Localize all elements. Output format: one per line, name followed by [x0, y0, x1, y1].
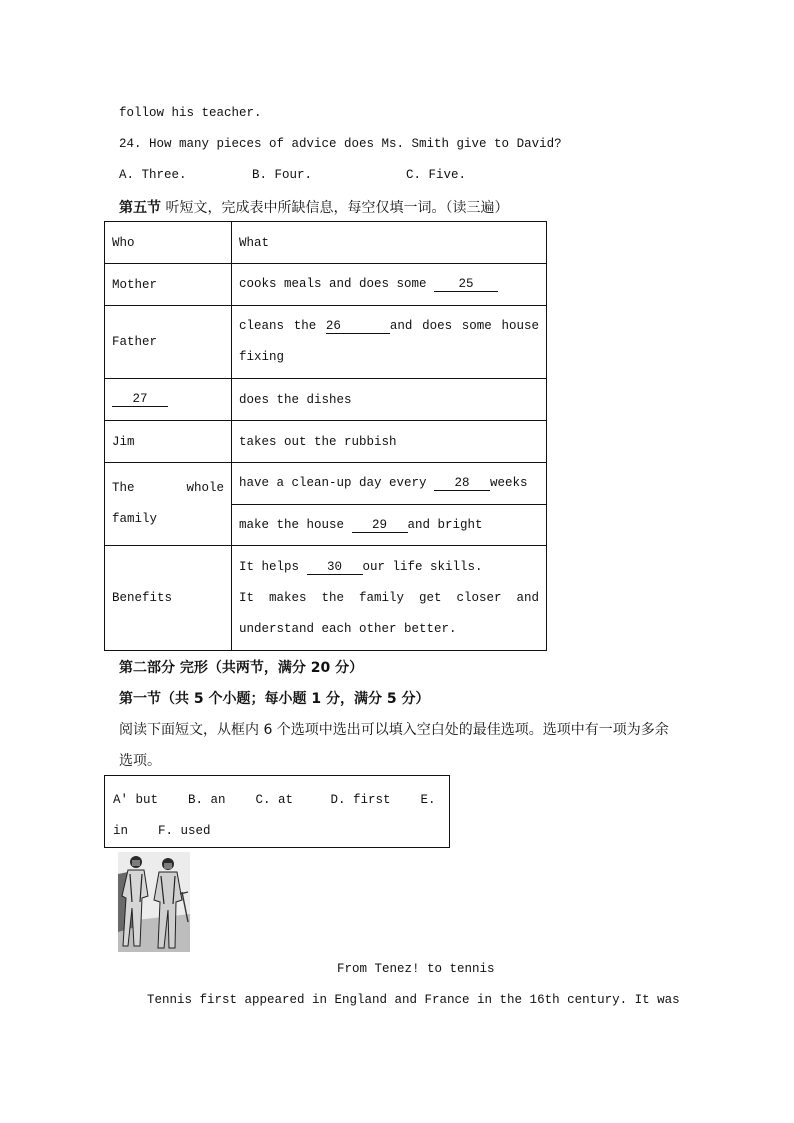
cell-line: understand each other better.	[239, 621, 457, 636]
table-row	[105, 379, 547, 421]
cell-line	[239, 552, 539, 583]
option-a: A. Three.	[119, 168, 187, 182]
info-table	[104, 221, 547, 651]
table-row	[105, 421, 547, 463]
table-cell: What	[232, 222, 547, 264]
blank-30: 30	[307, 560, 363, 575]
table-cell: Who	[105, 222, 232, 264]
text-line: follow his teacher.	[119, 106, 262, 120]
section5-tag: 第五节	[119, 200, 161, 216]
tennis-players-photo	[118, 852, 190, 952]
cell-text: weeks	[490, 476, 528, 490]
table-row	[105, 306, 547, 379]
section5-heading	[119, 197, 508, 217]
cell-text: cooks meals and does some	[239, 277, 435, 291]
cell-line: It makes the family get closer and	[239, 590, 539, 605]
question-24: 24. How many pieces of advice does Ms. Smith give to David?	[119, 137, 562, 151]
section1-title: 第一节（共 5 个小题；每小题 1 分，满分 5 分）	[119, 691, 430, 707]
table-cell	[232, 505, 547, 546]
blank-28: 28	[434, 476, 490, 491]
cell-text: make the house	[239, 517, 352, 532]
options-box	[104, 775, 450, 848]
section5-instruction: 听短文，完成表中所缺信息，每空仅填一词。（读三遍）	[161, 200, 509, 216]
cell-text: our life skills.	[362, 559, 483, 574]
cell-text: have a clean-up day every	[239, 476, 435, 490]
table-cell	[232, 264, 547, 306]
table-row	[105, 222, 547, 264]
table-cell	[105, 379, 232, 421]
options-line: in F. used	[113, 824, 211, 838]
table-row	[105, 264, 547, 306]
blank-27: 27	[112, 392, 168, 407]
blank-26: 26	[326, 319, 390, 334]
part2-instruction-cont: 选项。	[119, 753, 161, 769]
table-cell: Father	[105, 306, 232, 379]
table-cell: takes out the rubbish	[232, 421, 547, 463]
cell-line	[239, 311, 539, 342]
option-c: C. Five.	[406, 168, 467, 182]
table-row	[105, 463, 547, 505]
cell-line: family	[112, 512, 158, 526]
option-b: B. Four.	[252, 168, 313, 182]
cell-line: The whole	[112, 481, 224, 495]
part2-title: 第二部分 完形（共两节，满分 20 分）	[119, 660, 364, 676]
table-cell	[105, 463, 232, 546]
table-cell: Mother	[105, 264, 232, 306]
blank-25: 25	[434, 277, 498, 292]
cell-text: and bright	[407, 517, 483, 532]
passage-line: Tennis first appeared in England and France in the 16th century. It was	[147, 993, 680, 1007]
cell-text: fixing	[239, 350, 285, 364]
passage-title: From Tenez! to tennis	[337, 962, 495, 976]
table-cell: Jim	[105, 421, 232, 463]
table-cell	[232, 306, 547, 379]
options-line: A' but B. an C. at D. first E.	[113, 793, 436, 807]
cell-text: It helps	[239, 559, 307, 574]
part2-instruction: 阅读下面短文，从框内 6 个选项中选出可以填入空白处的最佳选项。选项中有一项为多余	[119, 722, 669, 738]
table-row	[105, 546, 547, 651]
table-cell	[232, 546, 547, 651]
cell-text: cleans the	[239, 319, 326, 333]
blank-29: 29	[352, 518, 408, 533]
table-cell: does the dishes	[232, 379, 547, 421]
table-cell	[232, 463, 547, 505]
table-cell: Benefits	[105, 546, 232, 651]
cell-text: and does some house	[389, 319, 540, 333]
